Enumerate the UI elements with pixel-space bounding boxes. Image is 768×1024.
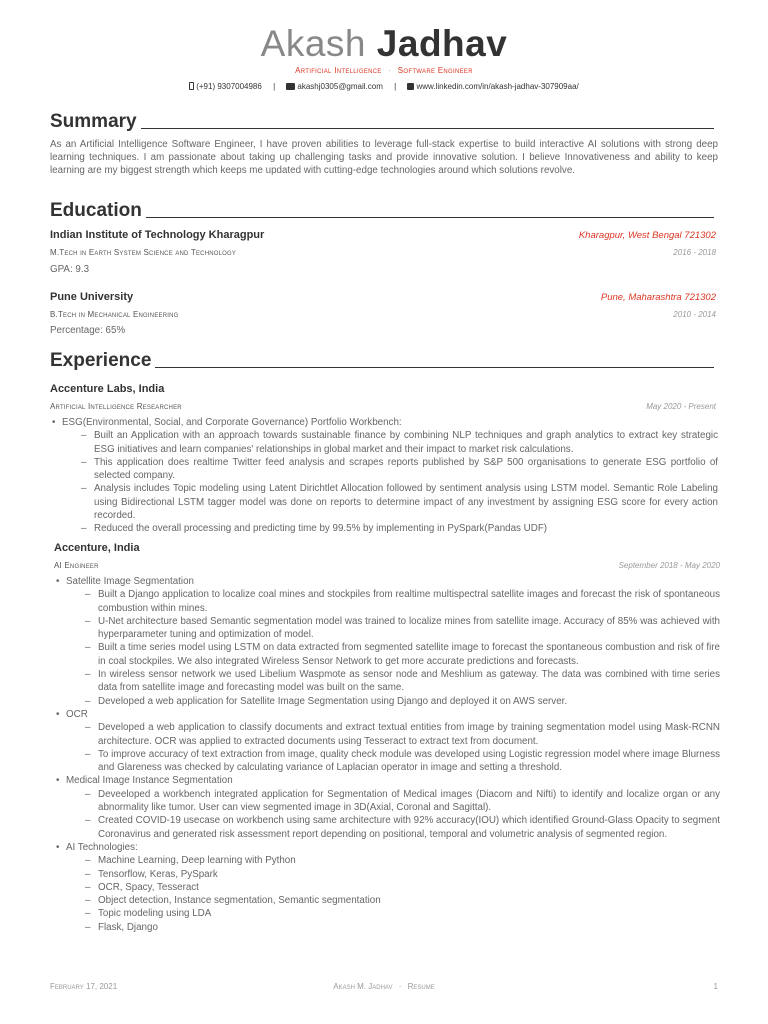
list-item: – To improve accuracy of text extraction from image, quality check module was developed using Logistic regression model where image Blurness and Glareness was checked by calculating variance of Laplacian operator in image and setting a threshold. [54, 748, 720, 775]
footer-separator: · [398, 982, 402, 991]
positions [0, 65, 768, 77]
footer-label: Resume [407, 982, 435, 991]
resume-header [0, 24, 768, 77]
experience-role: Artificial Intelligence Researcher [50, 402, 182, 411]
education-school: Indian Institute of Technology Kharagpur [50, 229, 265, 241]
email-contact[interactable] [280, 81, 389, 93]
summary-heading [50, 112, 714, 132]
first-name: Akash [260, 23, 367, 64]
position-separator: · [388, 66, 392, 75]
section-rule [141, 128, 714, 129]
phone-icon [189, 82, 194, 90]
list-item: • AI Technologies: [54, 841, 720, 854]
email-text: akashj0305@gmail.com [297, 82, 383, 91]
education-degree: M.Tech in Earth System Science and Technology [50, 248, 237, 257]
summary-title: Summary [50, 111, 137, 132]
experience-role: AI Engineer [54, 561, 99, 570]
list-item: – In wireless sensor network we used Libelium Waspmote as sensor node and Meshlium as gateway. The data was combined with time series data from satellite image and forecasting model was built on the same. [54, 668, 720, 695]
education-location: Pune, Maharashtra 721302 [600, 292, 716, 303]
education-location: Kharagpur, West Bengal 721302 [578, 230, 716, 241]
phone-text: (+91) 9307004986 [196, 82, 262, 91]
contact-separator: | [394, 82, 397, 91]
experience-title: Experience [50, 350, 152, 371]
position-swe: Software Engineer [397, 66, 473, 75]
experience-bullets [54, 575, 720, 934]
education-school: Pune University [50, 291, 134, 303]
experience-company: Accenture, India [54, 542, 140, 554]
list-item: – Deveeloped a workbench integrated application for Segmentation of Medical images (Diacom and Nifti) to identify and localize organ or any abnormality like tumor. User can view segmented image in 3D(Axial, Coronal and Sagittal). [54, 788, 720, 815]
experience-date: May 2020 - Present [646, 402, 716, 411]
list-item: – Object detection, Instance segmentation, Semantic segmentation [54, 894, 720, 907]
full-name [0, 24, 768, 64]
list-item: – Analysis includes Topic modeling using Latent Dirichtlet Allocation followed by sentiment analysis using LSTM model. Semantic Role Labeling using Bidirectional LSTM tagger model was done on reports to determine impact of any investment by assigning ESG score for every action recorded. [50, 482, 718, 522]
education-date: 2016 - 2018 [673, 248, 716, 257]
position-ai: Artificial Intelligence [295, 66, 382, 75]
list-item: – Built an Application with an approach towards sustainable finance by combining NLP techniques and graph analytics to extract key strategic ESG initiatives and learn companies' relationships in global market and their impact to market risk calculations. [50, 429, 718, 456]
list-item: – Topic modeling using LDA [54, 907, 720, 920]
list-item: – Developed a web application for Satellite Image Segmentation using Django and deployed it on AWS server. [54, 695, 720, 708]
list-item: – OCR, Spacy, Tesseract [54, 881, 720, 894]
education-note: Percentage: 65% [50, 325, 126, 336]
list-item: • Medical Image Instance Segmentation [54, 774, 720, 787]
education-heading [50, 201, 714, 221]
education-degree: B.Tech in Mechanical Engineering [50, 310, 179, 319]
list-item: – Developed a web application to classify documents and extract textual entities from image by training segmentation model using Mask-RCNN architecture. OCR was applied to extracted documents using Tesseract to extract text from document. [54, 721, 720, 748]
list-item: • OCR [54, 708, 720, 721]
list-item: – Created COVID-19 usecase on workbench using same architecture with 92% accuracy(IOU) which identified Ground-Glass Opacity to segment Coronavirus and generated risk assessment report depending on positional, temporal and volumetric analysis of segmented region. [54, 814, 720, 841]
page-number: 1 [713, 982, 718, 991]
list-item: – Reduced the overall processing and predicting time by 99.5% by implementing in PySpark(Pandas UDF) [50, 522, 718, 535]
list-item: – Tensorflow, Keras, PySpark [54, 868, 720, 881]
list-item: • Satellite Image Segmentation [54, 575, 720, 588]
list-item: • ESG(Environmental, Social, and Corporate Governance) Portfolio Workbench: [50, 416, 718, 429]
education-date: 2010 - 2014 [673, 310, 716, 319]
envelope-icon [286, 83, 295, 90]
list-item: – Machine Learning, Deep learning with Python [54, 854, 720, 867]
contact-bar [0, 81, 768, 93]
list-item: – Built a Django application to localize coal mines and stockpiles from realtime multispectral satellite images and forecast the risk of spontaneous combustion within mines. [54, 588, 720, 615]
linkedin-text: www.linkedin.com/in/akash-jadhav-307909aa/ [416, 82, 579, 91]
contact-separator: | [273, 82, 276, 91]
footer-date: February 17, 2021 [50, 982, 118, 991]
experience-bullets [50, 416, 718, 536]
list-item: – U-Net architecture based Semantic segmentation model was trained to localize mines from satellite image. Accuracy of 85% was achieved with hyperparameter tuning and optimization of model. [54, 615, 720, 642]
linkedin-icon [407, 83, 414, 90]
experience-company: Accenture Labs, India [50, 383, 165, 395]
footer-name: Akash M. Jadhav [333, 982, 393, 991]
summary-text: As an Artificial Intelligence Software Engineer, I have proven abilities to leverage full-stack expertise to build interactive AI solutions with strong deep learning techniques. I am passionate about taking up challenging tasks and provide innovative solution. I believe Innovativeness and ability to keep learning are my biggest strength which keeps me updated with cutting-edge technologies around which solutions revolve. [50, 139, 718, 176]
experience-heading [50, 351, 714, 371]
section-rule [146, 217, 714, 218]
education-title: Education [50, 200, 142, 221]
last-name: Jadhav [376, 23, 508, 64]
list-item: – This application does realtime Twitter feed analysis and scrapes reports published by S&P 500 organisations to generate ESG portfolio of selected company. [50, 456, 718, 483]
section-rule [155, 367, 714, 368]
experience-date: September 2018 - May 2020 [618, 561, 720, 570]
list-item: – Built a time series model using LSTM on data extracted from segmented satellite image to forecast the spontaneous combustion and risk of fire in coal stockpiles. We also integrated Wireless Sensor Network to get more accurate predictions and forecasts. [54, 641, 720, 668]
linkedin-contact[interactable] [401, 81, 584, 93]
footer-center [50, 982, 718, 991]
list-item: – Flask, Django [54, 921, 720, 934]
phone-contact[interactable] [183, 81, 268, 93]
education-note: GPA: 9.3 [50, 264, 90, 275]
